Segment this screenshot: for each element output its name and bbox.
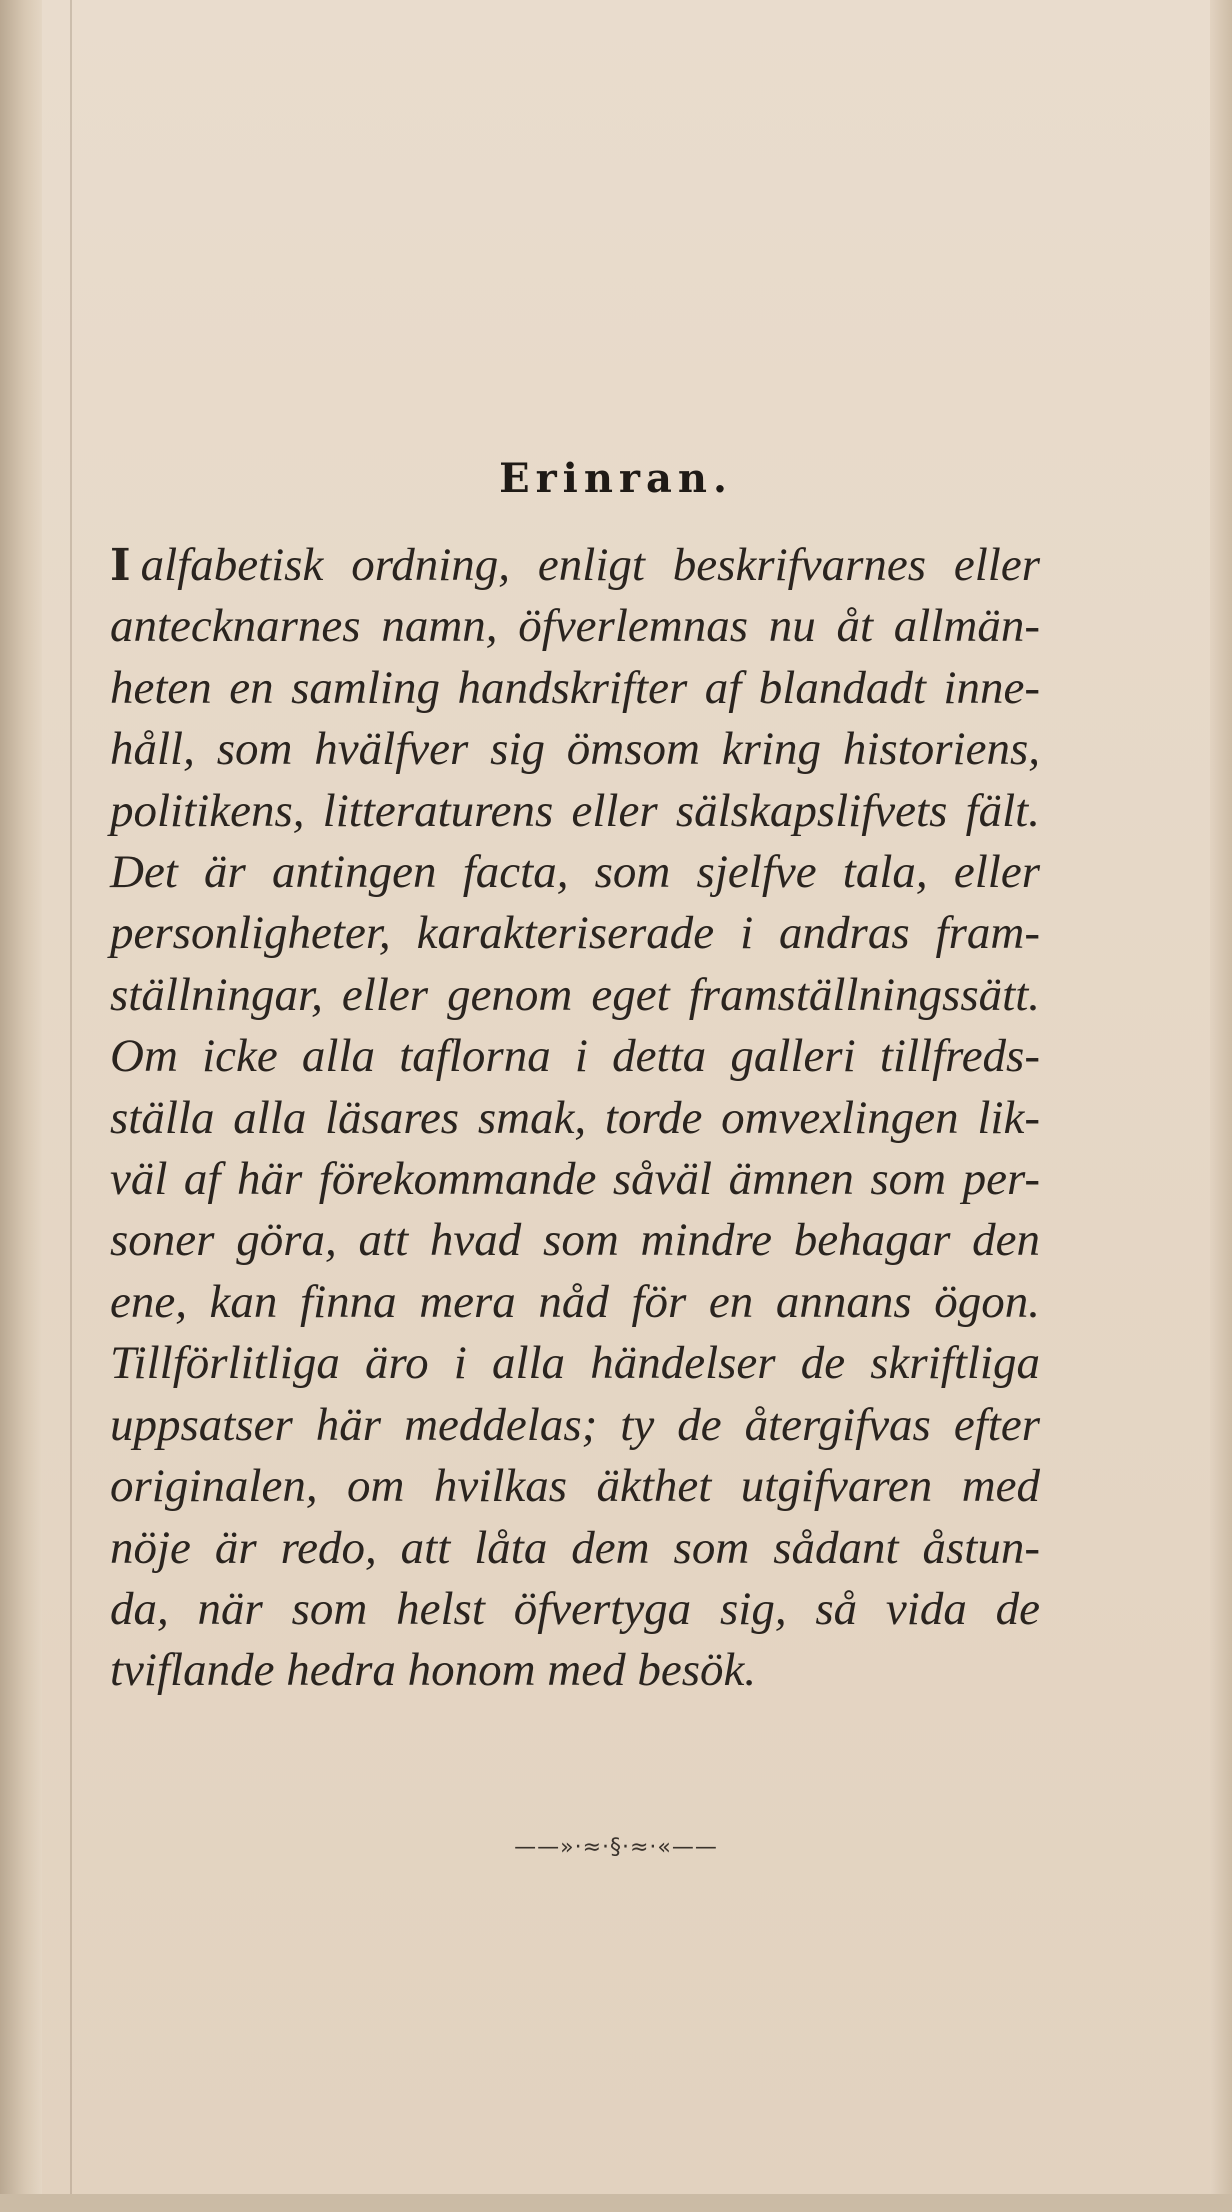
text-line-5: politikens, litteraturens eller sälskapslifvets fält. (110, 784, 1040, 837)
drop-capital: I (110, 540, 131, 591)
text-line-7: personligheter, karakteriserade i andras fram- (110, 907, 1040, 960)
text-line-10: ställa alla läsares smak, torde omvexlingen lik- (110, 1091, 1040, 1144)
text-line-14: Tillförlitliga äro i alla händelser de skriftliga (110, 1337, 1040, 1390)
text-line-11: väl af här förekommande såväl ämnen som per- (110, 1153, 1040, 1206)
page-fold-line (70, 0, 72, 2212)
page-bottom-edge (0, 2194, 1232, 2212)
text-line-4: håll, som hvälfver sig ömsom kring historiens, (110, 723, 1040, 776)
page-right-edge (1210, 0, 1232, 2212)
page-gutter-shadow (0, 0, 42, 2212)
text-line-15: uppsatser här meddelas; ty de återgifvas efter (110, 1398, 1040, 1451)
text-line-3: heten en samling handskrifter af blandadt inne- (110, 661, 1040, 714)
text-line-2: antecknarnes namn, öfverlemnas nu åt allmän- (110, 600, 1040, 653)
text-line-17: nöje är redo, att låta dem som sådant åstun- (110, 1521, 1040, 1574)
text-line-13: ene, kan finna mera nåd för en annans ögon. (110, 1275, 1040, 1328)
text-line-6: Det är antingen facta, som sjelfve tala, eller (110, 846, 1040, 899)
text-line-1: I alfabetisk ordning, enligt beskrifvarnes eller (110, 539, 1040, 591)
text-line-9: Om icke alla taflorna i detta galleri tillfreds- (110, 1030, 1040, 1083)
body-paragraph (110, 535, 1040, 1702)
text-line-12: soner göra, att hvad som mindre behagar den (110, 1214, 1040, 1267)
page-heading: Erinran. (499, 455, 733, 502)
text-line-19: tviflande hedra honom med besök. (110, 1644, 757, 1697)
ornament-divider: ——»·≈·§·≈·«—— (514, 1835, 718, 1860)
text-line-8: ställningar, eller genom eget framställningssätt. (110, 968, 1040, 1021)
text-line-18: da, när som helst öfvertyga sig, så vida de (110, 1582, 1040, 1635)
text-line-16: originalen, om hvilkas äkthet utgifvaren med (110, 1460, 1040, 1513)
